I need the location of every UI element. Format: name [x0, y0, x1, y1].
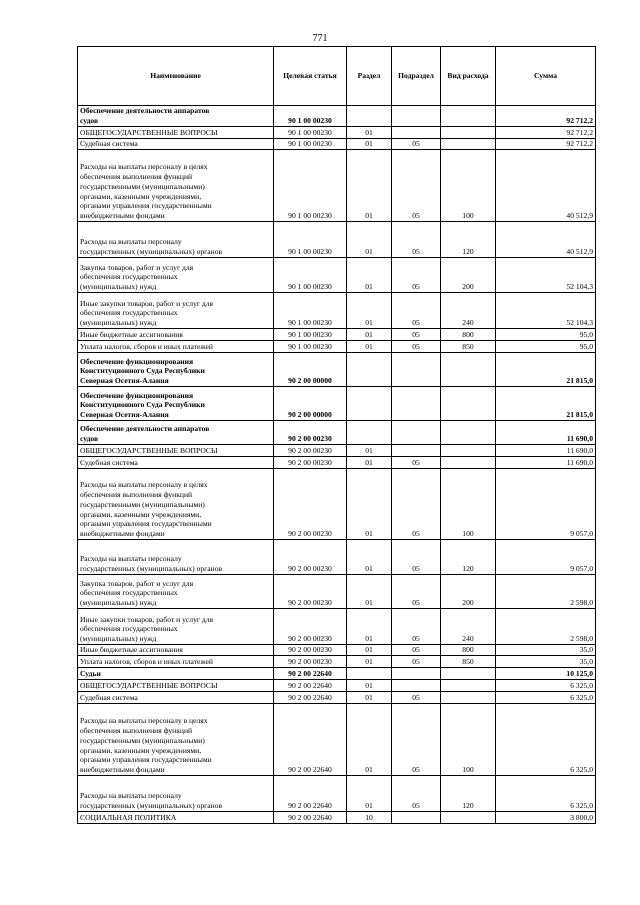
row-section: [347, 668, 392, 680]
row-section: 01: [347, 609, 392, 645]
table-row: [78, 469, 596, 540]
row-sum: 11 690,0: [496, 421, 596, 445]
row-subsection: 05: [392, 457, 441, 469]
table-row: [78, 341, 596, 353]
row-section: 01: [347, 575, 392, 609]
row-article: 90 2 00 00230: [274, 457, 347, 469]
row-name: Иные закупки товаров, работ и услуг для обеспечения государственных (муниципальных) нужд: [78, 293, 274, 329]
row-article: 90 1 00 00230: [274, 139, 347, 150]
row-name: Расходы на выплаты персоналу государственных (муниципальных) органов: [78, 540, 274, 575]
table-row: [78, 150, 596, 222]
row-subsection: [392, 668, 441, 680]
row-sum: 40 512,9: [496, 150, 596, 222]
table-row: [78, 139, 596, 150]
row-name: СОЦИАЛЬНАЯ ПОЛИТИКА: [78, 812, 274, 824]
row-sum: 2 598,0: [496, 609, 596, 645]
row-article: 90 1 00 00230: [274, 293, 347, 329]
row-article: 90 2 00 00000: [274, 353, 347, 387]
row-article: 90 1 00 00230: [274, 341, 347, 353]
row-section: [347, 421, 392, 445]
table-row: [78, 668, 596, 680]
table-row: [78, 812, 596, 824]
table-header-row: [78, 47, 596, 106]
row-expense-type: 200: [441, 575, 496, 609]
row-subsection: 05: [392, 609, 441, 645]
row-section: 01: [347, 540, 392, 575]
row-section: 10: [347, 812, 392, 824]
row-section: 01: [347, 692, 392, 704]
row-subsection: 05: [392, 222, 441, 258]
row-sum: 92 712,2: [496, 106, 596, 127]
row-name: Судебная система: [78, 139, 274, 150]
row-article: 90 1 00 00230: [274, 258, 347, 293]
row-subsection: 05: [392, 341, 441, 353]
table-row: [78, 692, 596, 704]
row-expense-type: [441, 680, 496, 692]
row-sum: 40 512,9: [496, 222, 596, 258]
table-row: [78, 704, 596, 776]
table-row: [78, 222, 596, 258]
row-expense-type: [441, 387, 496, 421]
row-subsection: [392, 445, 441, 457]
row-expense-type: 200: [441, 258, 496, 293]
table-row: [78, 776, 596, 812]
row-sum: 21 815,0: [496, 353, 596, 387]
row-name: Судьи: [78, 668, 274, 680]
row-sum: 9 057,0: [496, 540, 596, 575]
row-name: Иные бюджетные ассигнования: [78, 329, 274, 341]
row-subsection: 05: [392, 469, 441, 540]
row-expense-type: [441, 127, 496, 139]
row-sum: 2 598,0: [496, 575, 596, 609]
row-sum: 92 712,2: [496, 139, 596, 150]
row-name: Иные закупки товаров, работ и услуг для обеспечения государственных (муниципальных) нужд: [78, 609, 274, 645]
row-name: Обеспечение деятельности аппаратов судов: [78, 106, 274, 127]
row-section: [347, 106, 392, 127]
table-row: [78, 329, 596, 341]
row-subsection: [392, 127, 441, 139]
row-subsection: [392, 353, 441, 387]
row-article: 90 1 00 00230: [274, 222, 347, 258]
row-section: 01: [347, 457, 392, 469]
row-name: Судебная система: [78, 457, 274, 469]
row-article: 90 1 00 00230: [274, 150, 347, 222]
row-name: Закупка товаров, работ и услуг для обеспечения государственных (муниципальных) нужд: [78, 575, 274, 609]
row-article: 90 2 00 00230: [274, 575, 347, 609]
row-expense-type: [441, 139, 496, 150]
row-section: 01: [347, 127, 392, 139]
row-sum: 11 690,0: [496, 457, 596, 469]
row-subsection: [392, 680, 441, 692]
column-header-sum: Сумма: [496, 47, 596, 106]
row-expense-type: 100: [441, 704, 496, 776]
row-name: Расходы на выплаты персоналу государственных (муниципальных) органов: [78, 776, 274, 812]
budget-table: [77, 46, 596, 824]
row-name: Обеспечение функционирования Конституционного Суда Республики Северная Осетия-Алания: [78, 353, 274, 387]
column-header-name: Наименование: [78, 47, 274, 106]
table-row: [78, 127, 596, 139]
row-subsection: 05: [392, 139, 441, 150]
row-expense-type: 240: [441, 609, 496, 645]
row-section: 01: [347, 341, 392, 353]
row-name: ОБЩЕГОСУДАРСТВЕННЫЕ ВОПРОСЫ: [78, 127, 274, 139]
row-sum: 9 057,0: [496, 469, 596, 540]
table-row: [78, 645, 596, 656]
row-section: 01: [347, 445, 392, 457]
row-name: Уплата налогов, сборов и иных платежей: [78, 341, 274, 353]
row-name: Расходы на выплаты персоналу в целях обеспечения выполнения функций государственными (муниципальными) органами, казенными учреждениями, органами управления государственными внебюджетными фондами: [78, 469, 274, 540]
row-subsection: 05: [392, 293, 441, 329]
row-section: 01: [347, 293, 392, 329]
row-article: 90 2 00 22640: [274, 692, 347, 704]
table-row: [78, 457, 596, 469]
row-section: 01: [347, 645, 392, 656]
row-sum: 52 104,3: [496, 258, 596, 293]
row-sum: 6 325,0: [496, 680, 596, 692]
row-expense-type: 120: [441, 776, 496, 812]
table-row: [78, 353, 596, 387]
table-row: [78, 421, 596, 445]
row-sum: 95,0: [496, 329, 596, 341]
row-article: 90 1 00 00230: [274, 127, 347, 139]
row-subsection: 05: [392, 645, 441, 656]
row-subsection: [392, 106, 441, 127]
row-sum: 6 325,0: [496, 776, 596, 812]
row-expense-type: [441, 812, 496, 824]
table-row: [78, 387, 596, 421]
column-header-expense-type: Вид расхода: [441, 47, 496, 106]
table-row: [78, 680, 596, 692]
row-article: 90 2 00 22640: [274, 680, 347, 692]
column-header-section: Раздел: [347, 47, 392, 106]
row-section: 01: [347, 656, 392, 668]
row-section: 01: [347, 139, 392, 150]
row-section: 01: [347, 469, 392, 540]
row-subsection: [392, 387, 441, 421]
row-expense-type: [441, 106, 496, 127]
row-article: 90 1 00 00230: [274, 106, 347, 127]
row-subsection: 05: [392, 150, 441, 222]
row-sum: 10 125,0: [496, 668, 596, 680]
row-article: 90 2 00 00230: [274, 656, 347, 668]
row-section: [347, 353, 392, 387]
row-section: [347, 387, 392, 421]
row-sum: 92 712,2: [496, 127, 596, 139]
row-subsection: 05: [392, 692, 441, 704]
row-sum: 11 690,0: [496, 445, 596, 457]
row-article: 90 2 00 22640: [274, 704, 347, 776]
row-article: 90 2 00 00230: [274, 469, 347, 540]
row-expense-type: 850: [441, 341, 496, 353]
row-article: 90 2 00 00230: [274, 609, 347, 645]
row-name: Судебная система: [78, 692, 274, 704]
row-subsection: 05: [392, 575, 441, 609]
row-expense-type: 850: [441, 656, 496, 668]
row-name: Расходы на выплаты персоналу государственных (муниципальных) органов: [78, 222, 274, 258]
row-expense-type: 800: [441, 645, 496, 656]
row-expense-type: [441, 445, 496, 457]
row-subsection: [392, 421, 441, 445]
row-sum: 6 325,0: [496, 704, 596, 776]
table-row: [78, 540, 596, 575]
column-header-article: Целевая статья: [274, 47, 347, 106]
row-name: Иные бюджетные ассигнования: [78, 645, 274, 656]
row-expense-type: 240: [441, 293, 496, 329]
page-number: 771: [312, 33, 328, 44]
row-article: 90 2 00 00230: [274, 445, 347, 457]
row-section: 01: [347, 222, 392, 258]
row-name: Закупка товаров, работ и услуг для обеспечения государственных (муниципальных) нужд: [78, 258, 274, 293]
row-expense-type: [441, 692, 496, 704]
row-subsection: 05: [392, 776, 441, 812]
row-name: Обеспечение функционирования Конституционного Суда Республики Северная Осетия-Алания: [78, 387, 274, 421]
row-sum: 3 800,0: [496, 812, 596, 824]
row-expense-type: [441, 457, 496, 469]
row-article: 90 2 00 22640: [274, 668, 347, 680]
row-name: Обеспечение деятельности аппаратов судов: [78, 421, 274, 445]
row-name: Расходы на выплаты персоналу в целях обеспечения выполнения функций государственными (муниципальными) органами, казенными учреждениями, органами управления государственными внебюджетными фондами: [78, 704, 274, 776]
row-expense-type: 800: [441, 329, 496, 341]
table-row: [78, 575, 596, 609]
table-row: [78, 293, 596, 329]
row-expense-type: 100: [441, 469, 496, 540]
row-subsection: 05: [392, 656, 441, 668]
row-name: Уплата налогов, сборов и иных платежей: [78, 656, 274, 668]
row-article: 90 2 00 00230: [274, 421, 347, 445]
row-article: 90 2 00 22640: [274, 812, 347, 824]
row-sum: 35,0: [496, 645, 596, 656]
table-row: [78, 258, 596, 293]
row-article: 90 2 00 00230: [274, 540, 347, 575]
row-section: 01: [347, 150, 392, 222]
row-expense-type: 120: [441, 540, 496, 575]
row-subsection: 05: [392, 540, 441, 575]
row-subsection: [392, 812, 441, 824]
table-row: [78, 106, 596, 127]
row-expense-type: [441, 421, 496, 445]
row-section: 01: [347, 329, 392, 341]
row-section: 01: [347, 258, 392, 293]
row-name: Расходы на выплаты персоналу в целях обеспечения выполнения функций государственными (муниципальными) органами, казенными учреждениями, органами управления государственными внебюджетными фондами: [78, 150, 274, 222]
table-row: [78, 656, 596, 668]
row-sum: 21 815,0: [496, 387, 596, 421]
row-sum: 52 104,3: [496, 293, 596, 329]
row-section: 01: [347, 704, 392, 776]
row-section: 01: [347, 776, 392, 812]
row-article: 90 2 00 00000: [274, 387, 347, 421]
table-row: [78, 609, 596, 645]
row-sum: 35,0: [496, 656, 596, 668]
row-name: ОБЩЕГОСУДАРСТВЕННЫЕ ВОПРОСЫ: [78, 680, 274, 692]
column-header-subsection: Подраздел: [392, 47, 441, 106]
row-name: ОБЩЕГОСУДАРСТВЕННЫЕ ВОПРОСЫ: [78, 445, 274, 457]
row-article: 90 2 00 00230: [274, 645, 347, 656]
row-subsection: 05: [392, 329, 441, 341]
row-expense-type: 120: [441, 222, 496, 258]
row-article: 90 1 00 00230: [274, 329, 347, 341]
row-subsection: 05: [392, 258, 441, 293]
row-expense-type: [441, 668, 496, 680]
row-subsection: 05: [392, 704, 441, 776]
row-expense-type: [441, 353, 496, 387]
row-section: 01: [347, 680, 392, 692]
row-article: 90 2 00 22640: [274, 776, 347, 812]
row-expense-type: 100: [441, 150, 496, 222]
row-sum: 6 325,0: [496, 692, 596, 704]
table-row: [78, 445, 596, 457]
row-sum: 95,0: [496, 341, 596, 353]
